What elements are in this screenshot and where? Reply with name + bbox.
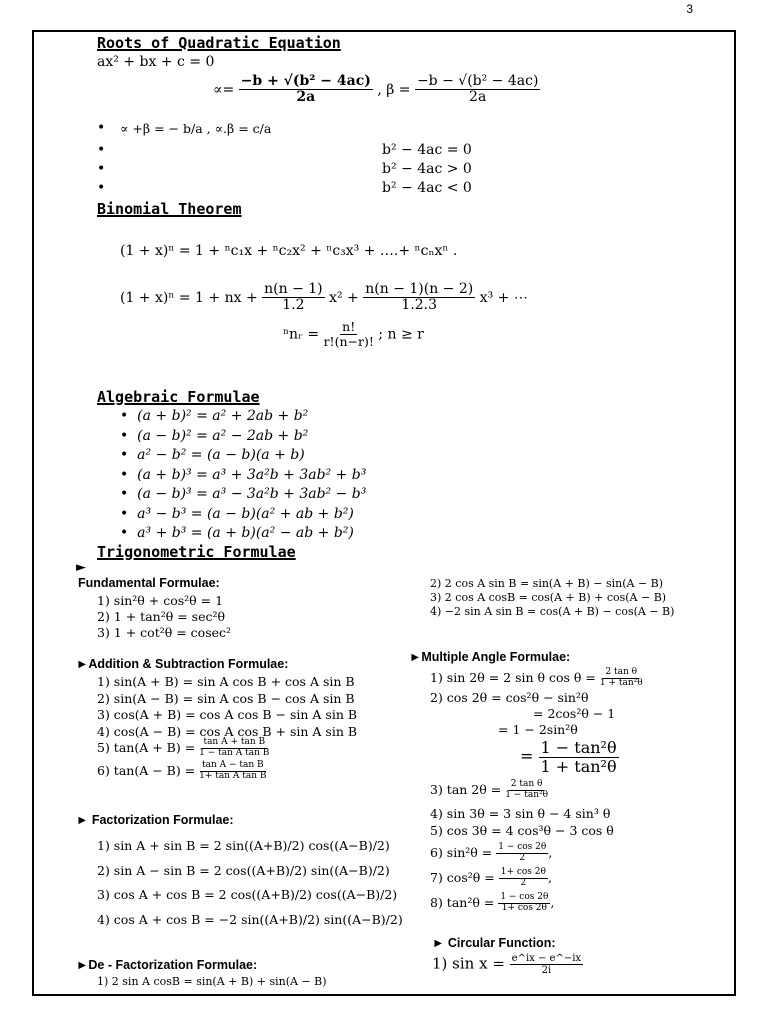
addsub-list: [97, 674, 357, 740]
binomial-expansion-1: (1 + x)ⁿ = 1 + ⁿc₁x + ⁿc₂x² + ⁿc₃x³ + ….+ ⁿcₙxⁿ .: [120, 243, 458, 259]
defactor-title: ►De - Factorization Formulae:: [76, 958, 258, 972]
bullet: •: [97, 142, 106, 158]
list-item: 1) sin(A + B) = sin A cos B + cos A sin B: [97, 674, 355, 689]
tan-sq-formula: 8) tan²θ = $\frac{1 - \cos 2\theta}{1+ \cos 2\theta}$ ,: [430, 892, 555, 913]
list-item: 3) cos A + cos B = 2 cos((A+B)/2) cos((A−B)/2): [97, 887, 398, 902]
multiple-title: ►Multiple Angle Formulae:: [409, 650, 571, 664]
list-item: 3) 1 + cot²θ = cosec²: [97, 625, 232, 640]
sin-sq-formula: 6) sin²θ = $\frac{1 - \cos 2\theta}{2}$ ,: [430, 842, 553, 863]
list-item: • (a + b)² = a² + 2ab + b²: [120, 408, 309, 424]
arrow-marker: ►: [76, 560, 86, 575]
roots-heading: Roots of Quadratic Equation: [97, 34, 341, 52]
binomial-heading: Binomial Theorem: [97, 200, 242, 218]
discriminant-zero: b² − 4ac = 0: [382, 142, 472, 158]
tan2-formula: 3) tan 2θ = $\frac{\text{2 tan θ}}{\text{1 − tan²θ}}$: [430, 779, 549, 800]
cos2-form-d: = $\frac{\text{1 − tan²θ}}{\text{1 + tan²θ}}$: [520, 738, 617, 776]
quadratic-equation: ax² + bx + c = 0: [97, 54, 215, 70]
list-item: 4) −2 sin A sin B = cos(A + B) − cos(A − B): [430, 605, 675, 618]
list-item: • a² − b² = (a − b)(a + b): [120, 447, 305, 463]
cos-sq-formula: 7) cos²θ = $\frac{1+ \cos 2\theta}{2}$ ,: [430, 867, 552, 888]
combination-formula: ⁿnᵣ = $\frac{n!}{r!(n-r)!}$ ; n ≥ r: [283, 319, 424, 349]
page-number: 3: [686, 2, 693, 16]
factor-title: ► Factorization Formulae:: [76, 813, 234, 827]
defactor-item-1: 1) 2 sin A cosB = sin(A + B) + sin(A − B): [97, 975, 327, 988]
fundamental-list: [97, 593, 231, 641]
list-item: • a³ + b³ = (a + b)(a² − ab + b²): [120, 525, 354, 541]
bullet: •: [97, 161, 106, 177]
list-item: 3) cos(A + B) = cos A cos B − sin A sin B: [97, 707, 358, 722]
list-item: 2) sin A − sin B = 2 cos((A+B)/2) sin((A−B)/2): [97, 862, 390, 878]
algebraic-heading: Algebraic Formulae: [97, 388, 260, 406]
factor-list: [97, 834, 403, 932]
discriminant-positive: b² − 4ac > 0: [382, 161, 472, 177]
list-item: • a³ − b³ = (a − b)(a² + ab + b²): [120, 505, 354, 522]
addsub-title: ►Addition & Subtraction Formulae:: [76, 657, 289, 671]
list-item: 1) sin²θ + cos²θ = 1: [97, 593, 224, 608]
circular-sin: 1) sin x = $\frac{e\^{}ix - e\^{}-ix}{2i}$: [432, 953, 582, 976]
list-item: • (a − b)² = a² − 2ab + b²: [120, 427, 309, 444]
list-item: • (a + b)³ = a³ + 3a²b + 3ab² + b³: [120, 466, 367, 483]
defactor-list-cont: [430, 577, 674, 619]
circular-title: ► Circular Function:: [432, 936, 556, 950]
list-item: 2) 1 + tan²θ = sec²θ: [97, 609, 226, 624]
binomial-expansion-2: (1 + x)ⁿ = 1 + nx + $\frac{n(n - 1)}{1.2}$ x² + $\frac{n(n - 1)(n - 2)}{1.2.3}$ x³ + ⋯: [120, 281, 528, 314]
list-item: 4) cos A + cos B = −2 sin((A+B)/2) sin((A−B)/2): [97, 911, 403, 927]
list-item: 3) 2 cos A cosB = cos(A + B) + cos(A − B): [430, 591, 667, 604]
tan-sum-formula: 5) tan(A + B) = $\frac{\text{tan A + tan B}}{\text{1 − tan A tan B}}$: [97, 737, 270, 758]
cos2-formula: 2) cos 2θ = cos²θ − sin²θ: [430, 690, 589, 705]
list-item: 1) sin A + sin B = 2 sin((A+B)/2) cos((A−B)/2): [97, 838, 390, 853]
list-item: 2) 2 cos A sin B = sin(A + B) − sin(A − B): [430, 577, 664, 590]
sin3-formula: 4) sin 3θ = 3 sin θ − 4 sin³ θ: [430, 806, 611, 821]
cos3-formula: 5) cos 3θ = 4 cos³θ − 3 cos θ: [430, 823, 614, 838]
trig-heading: Trigonometric Formulae: [97, 543, 296, 561]
bullet: •: [97, 120, 106, 136]
bullet: •: [97, 180, 106, 196]
cos2-form-c: = 1 − 2sin²θ: [498, 722, 578, 737]
discriminant-negative: b² − 4ac < 0: [382, 180, 472, 196]
sin2-formula: 1) sin 2θ = 2 sin θ cos θ = $\frac{\text{2 tan θ}}{\text{1 + tan²θ}}$: [430, 667, 643, 688]
list-item: 2) sin(A − B) = sin A cos B − cos A sin B: [97, 690, 355, 706]
sum-product-roots: ∝ +β = − b/a , ∝.β = c/a: [120, 121, 272, 136]
list-item: 4) cos(A − B) = cos A cos B + sin A sin B: [97, 723, 358, 739]
algebraic-list: [120, 407, 366, 544]
list-item: • (a − b)³ = a³ − 3a²b + 3ab² − b³: [120, 486, 367, 502]
tan-diff-formula: 6) tan(A − B) = $\frac{\text{tan A − tan B}}{\text{1+ tan A tan B}}$: [97, 760, 267, 781]
cos2-form-b: = 2cos²θ − 1: [533, 706, 616, 721]
fundamental-title: Fundamental Formulae:: [78, 576, 220, 590]
roots-formula: ∝= $\frac{\text{−b + √(b² − 4ac)}}{2a}$ , β = $\frac{\text{−b − √(b² − 4ac)}}{2a}$: [213, 73, 539, 106]
